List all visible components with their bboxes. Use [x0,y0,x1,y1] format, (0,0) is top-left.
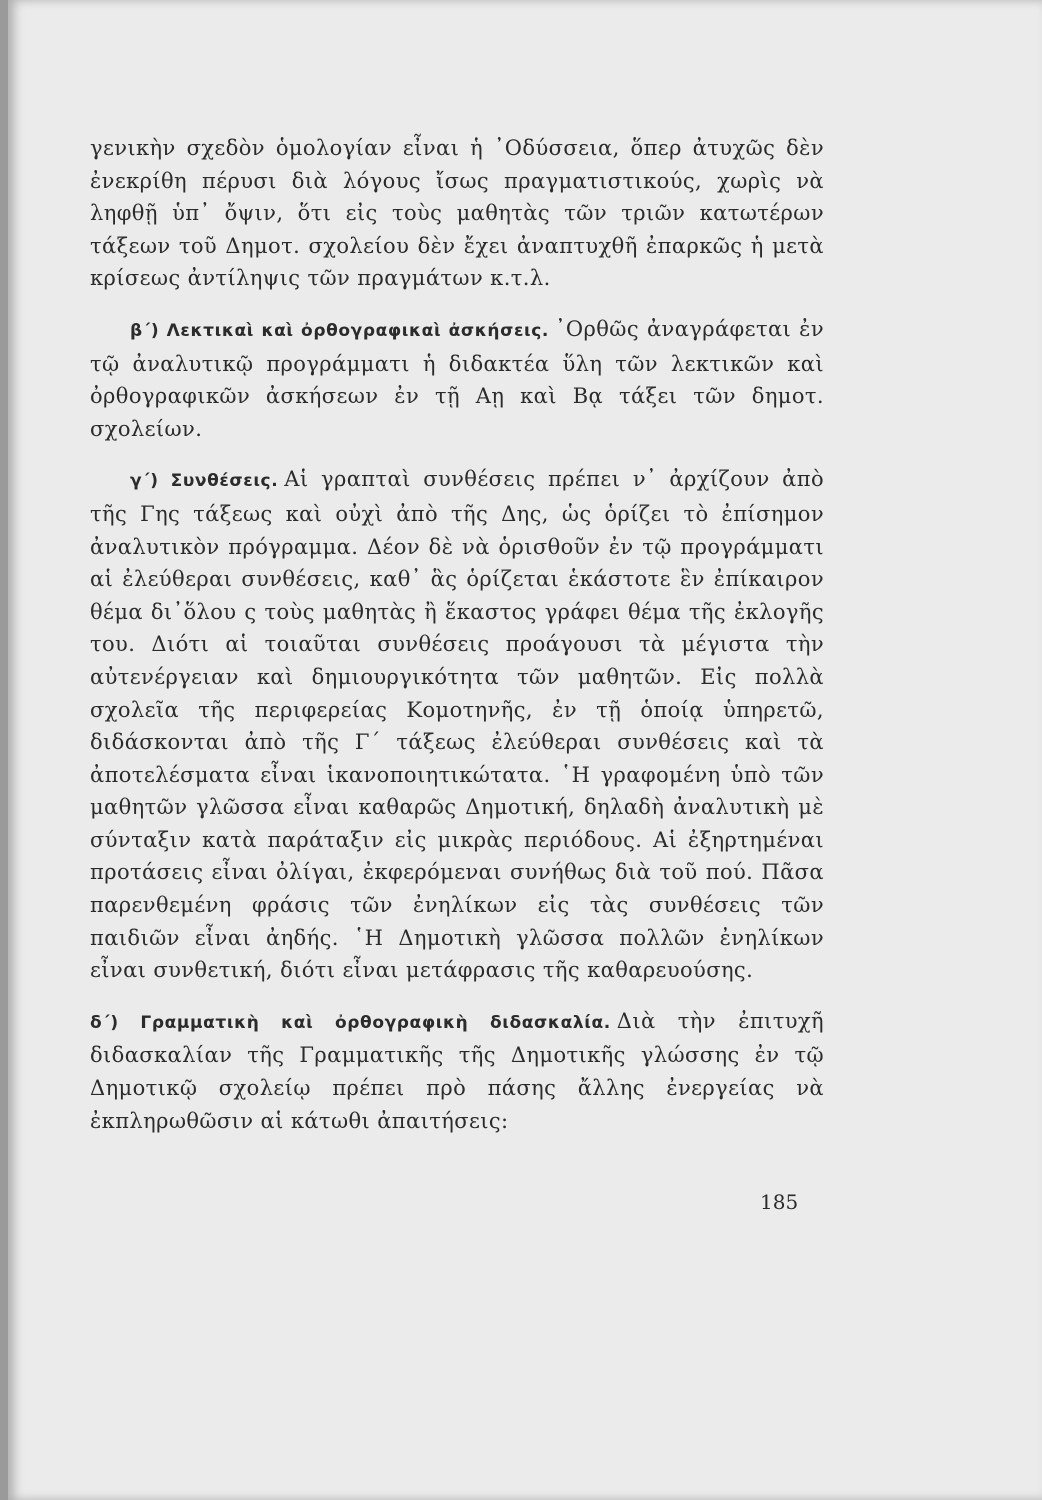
paragraph-text: Αἱ γραπταὶ συνθέσεις πρέπει ν᾿ ἀρχίζουν ἀπὸ τῆς Γης τάξεως καὶ οὐχὶ ἀπὸ τῆς Δης, ὡς ὁρίζει τὸ ἐπίσημον ἀναλυτικὸν πρόγραμμα. Δέον δὲ νὰ ὁρισθοῦν ἐν τῷ προγράμματι αἱ ἐλεύθεραι συνθέσεις, καθ᾿ ἃς ὁρίζεται ἑκάστοτε ἓν ἐπίκαιρον θέμα δι᾿ὅλου ς τοὺς μαθητὰς ἢ ἕκαστος γράφει θέμα τῆς ἐκλογῆς του. Διότι αἱ τοιαῦται συνθέσεις προάγουσι τὰ μέγιστα τὴν αὐτενέργειαν καὶ δημιουργικότητα τῶν μαθητῶν. Εἰς πολλὰ σχολεῖα τῆς περιφερείας Κομοτηνῆς, ἐν τῇ ὁποίᾳ ὑπηρετῶ, διδάσκονται ἀπὸ τῆς Γ΄ τάξεως ἐλεύθεραι συνθέσεις καὶ τὰ ἀποτελέσματα εἶναι ἱκανοποιητικώτατα. ῾Η γραφομένη ὑπὸ τῶν μαθητῶν γλῶσσα εἶναι καθαρῶς Δημοτική, δηλαδὴ ἀναλυτικὴ μὲ σύνταξιν κατὰ παράταξιν εἰς μικρὰς περιόδους. Αἱ ἐξηρτημέναι προτάσεις εἶναι ὀλίγαι, ἐκφερόμεναι συνήθως διὰ τοῦ πού. Πᾶσα παρενθεμένη φράσις τῶν ἐνηλίκων εἰς τὰς συνθέσεις τῶν παιδιῶν εἶναι ἀηδής. ῾Η Δημοτικὴ γλῶσσα πολλῶν ἐνηλίκων εἶναι συνθετική, διότι εἶναι μετάφρασις τῆς καθαρευούσης. [90,467,824,983]
paragraph-text: Διὰ τὴν ἐπιτυχῆ διδασκαλίαν τῆς Γραμματικῆς τῆς Δημοτικῆς γλώσσης ἐν τῷ Δημοτικῷ σχολείῳ πρέπει πρὸ πάσης ἄλλης ἐνεργείας νὰ ἐκπληρωθῶσιν αἱ κάτωθι ἀπαιτήσεις: [90,1008,824,1133]
paragraph-compositions [90,463,824,987]
section-heading: β΄) Λεκτικαὶ καὶ ὀρθογραφικαὶ ἀσκήσεις. [130,320,549,341]
paragraph-intro [90,132,824,295]
paragraph-grammar-teaching [90,1005,824,1137]
book-page [8,0,1042,1500]
section-heading: δ΄) Γραμματικὴ καὶ ὀρθογραφικὴ διδασκαλία. [90,1012,611,1033]
paragraph-text: γενικὴν σχεδὸν ὁμολογίαν εἶναι ἡ ᾿Οδύσσεια, ὅπερ ἀτυχῶς δὲν ἐνεκρίθη πέρυσι διὰ λόγους ἴσως πραγματιστικούς, χωρὶς νὰ ληφθῇ ὑπ᾿ ὄψιν, ὅτι εἰς τοὺς μαθητὰς τῶν τριῶν κατωτέρων τάξεων τοῦ Δημοτ. σχολείου δὲν ἔχει ἀναπτυχθῆ ἐπαρκῶς ἡ μετὰ κρίσεως ἀντίληψις τῶν πραγμάτων κ.τ.λ. [90,136,824,291]
body-text [90,132,824,1137]
paragraph-text: ᾿Ορθῶς ἀναγράφεται ἐν τῷ ἀναλυτικῷ προγράμματι ἡ διδακτέα ὕλη τῶν λεκτικῶν καὶ ὀρθογραφικῶν ἀσκήσεων ἐν τῇ Αῃ καὶ Βᾳ τάξει τῶν δημοτ. σχολείων. [90,316,824,441]
paragraph-lexical-exercises [90,313,824,445]
section-heading: γ΄) Συνθέσεις. [130,471,279,492]
page-number: 185 [760,1190,799,1214]
